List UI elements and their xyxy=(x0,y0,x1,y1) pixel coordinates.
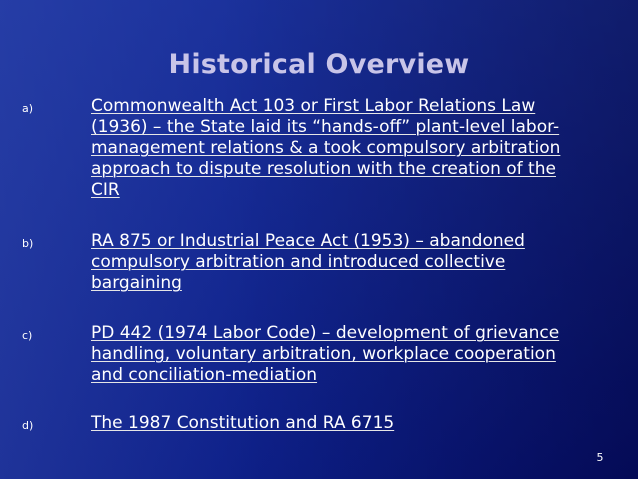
text-line: compulsory arbitration and introduced collective xyxy=(91,252,506,272)
text-line: (1936) – the State laid its “hands-off” plant-level labor- xyxy=(91,117,560,137)
text-line: CIR xyxy=(91,180,120,200)
list-marker: d) xyxy=(22,419,34,432)
list-item-text xyxy=(91,96,621,201)
text-line: approach to dispute resolution with the creation of the xyxy=(91,159,556,179)
list-marker: c) xyxy=(22,329,33,342)
list-marker: b) xyxy=(22,237,34,250)
text-line: PD 442 (1974 Labor Code) – development of grievance xyxy=(91,323,560,343)
list-item-text xyxy=(91,413,621,434)
text-line: The 1987 Constitution and RA 6715 xyxy=(91,413,395,433)
text-line: Commonwealth Act 103 or First Labor Relations Law xyxy=(91,96,536,116)
text-line: and conciliation-mediation xyxy=(91,365,318,385)
list-marker: a) xyxy=(22,102,34,115)
page-number: 5 xyxy=(596,451,604,464)
text-line: bargaining xyxy=(91,273,182,293)
text-line: handling, voluntary arbitration, workplace cooperation xyxy=(91,344,556,364)
slide-title: Historical Overview xyxy=(168,49,470,80)
list-item-text xyxy=(91,231,621,294)
text-line: management relations & a took compulsory arbitration xyxy=(91,138,561,158)
list-item-text xyxy=(91,323,621,386)
text-line: RA 875 or Industrial Peace Act (1953) – abandoned xyxy=(91,231,525,251)
